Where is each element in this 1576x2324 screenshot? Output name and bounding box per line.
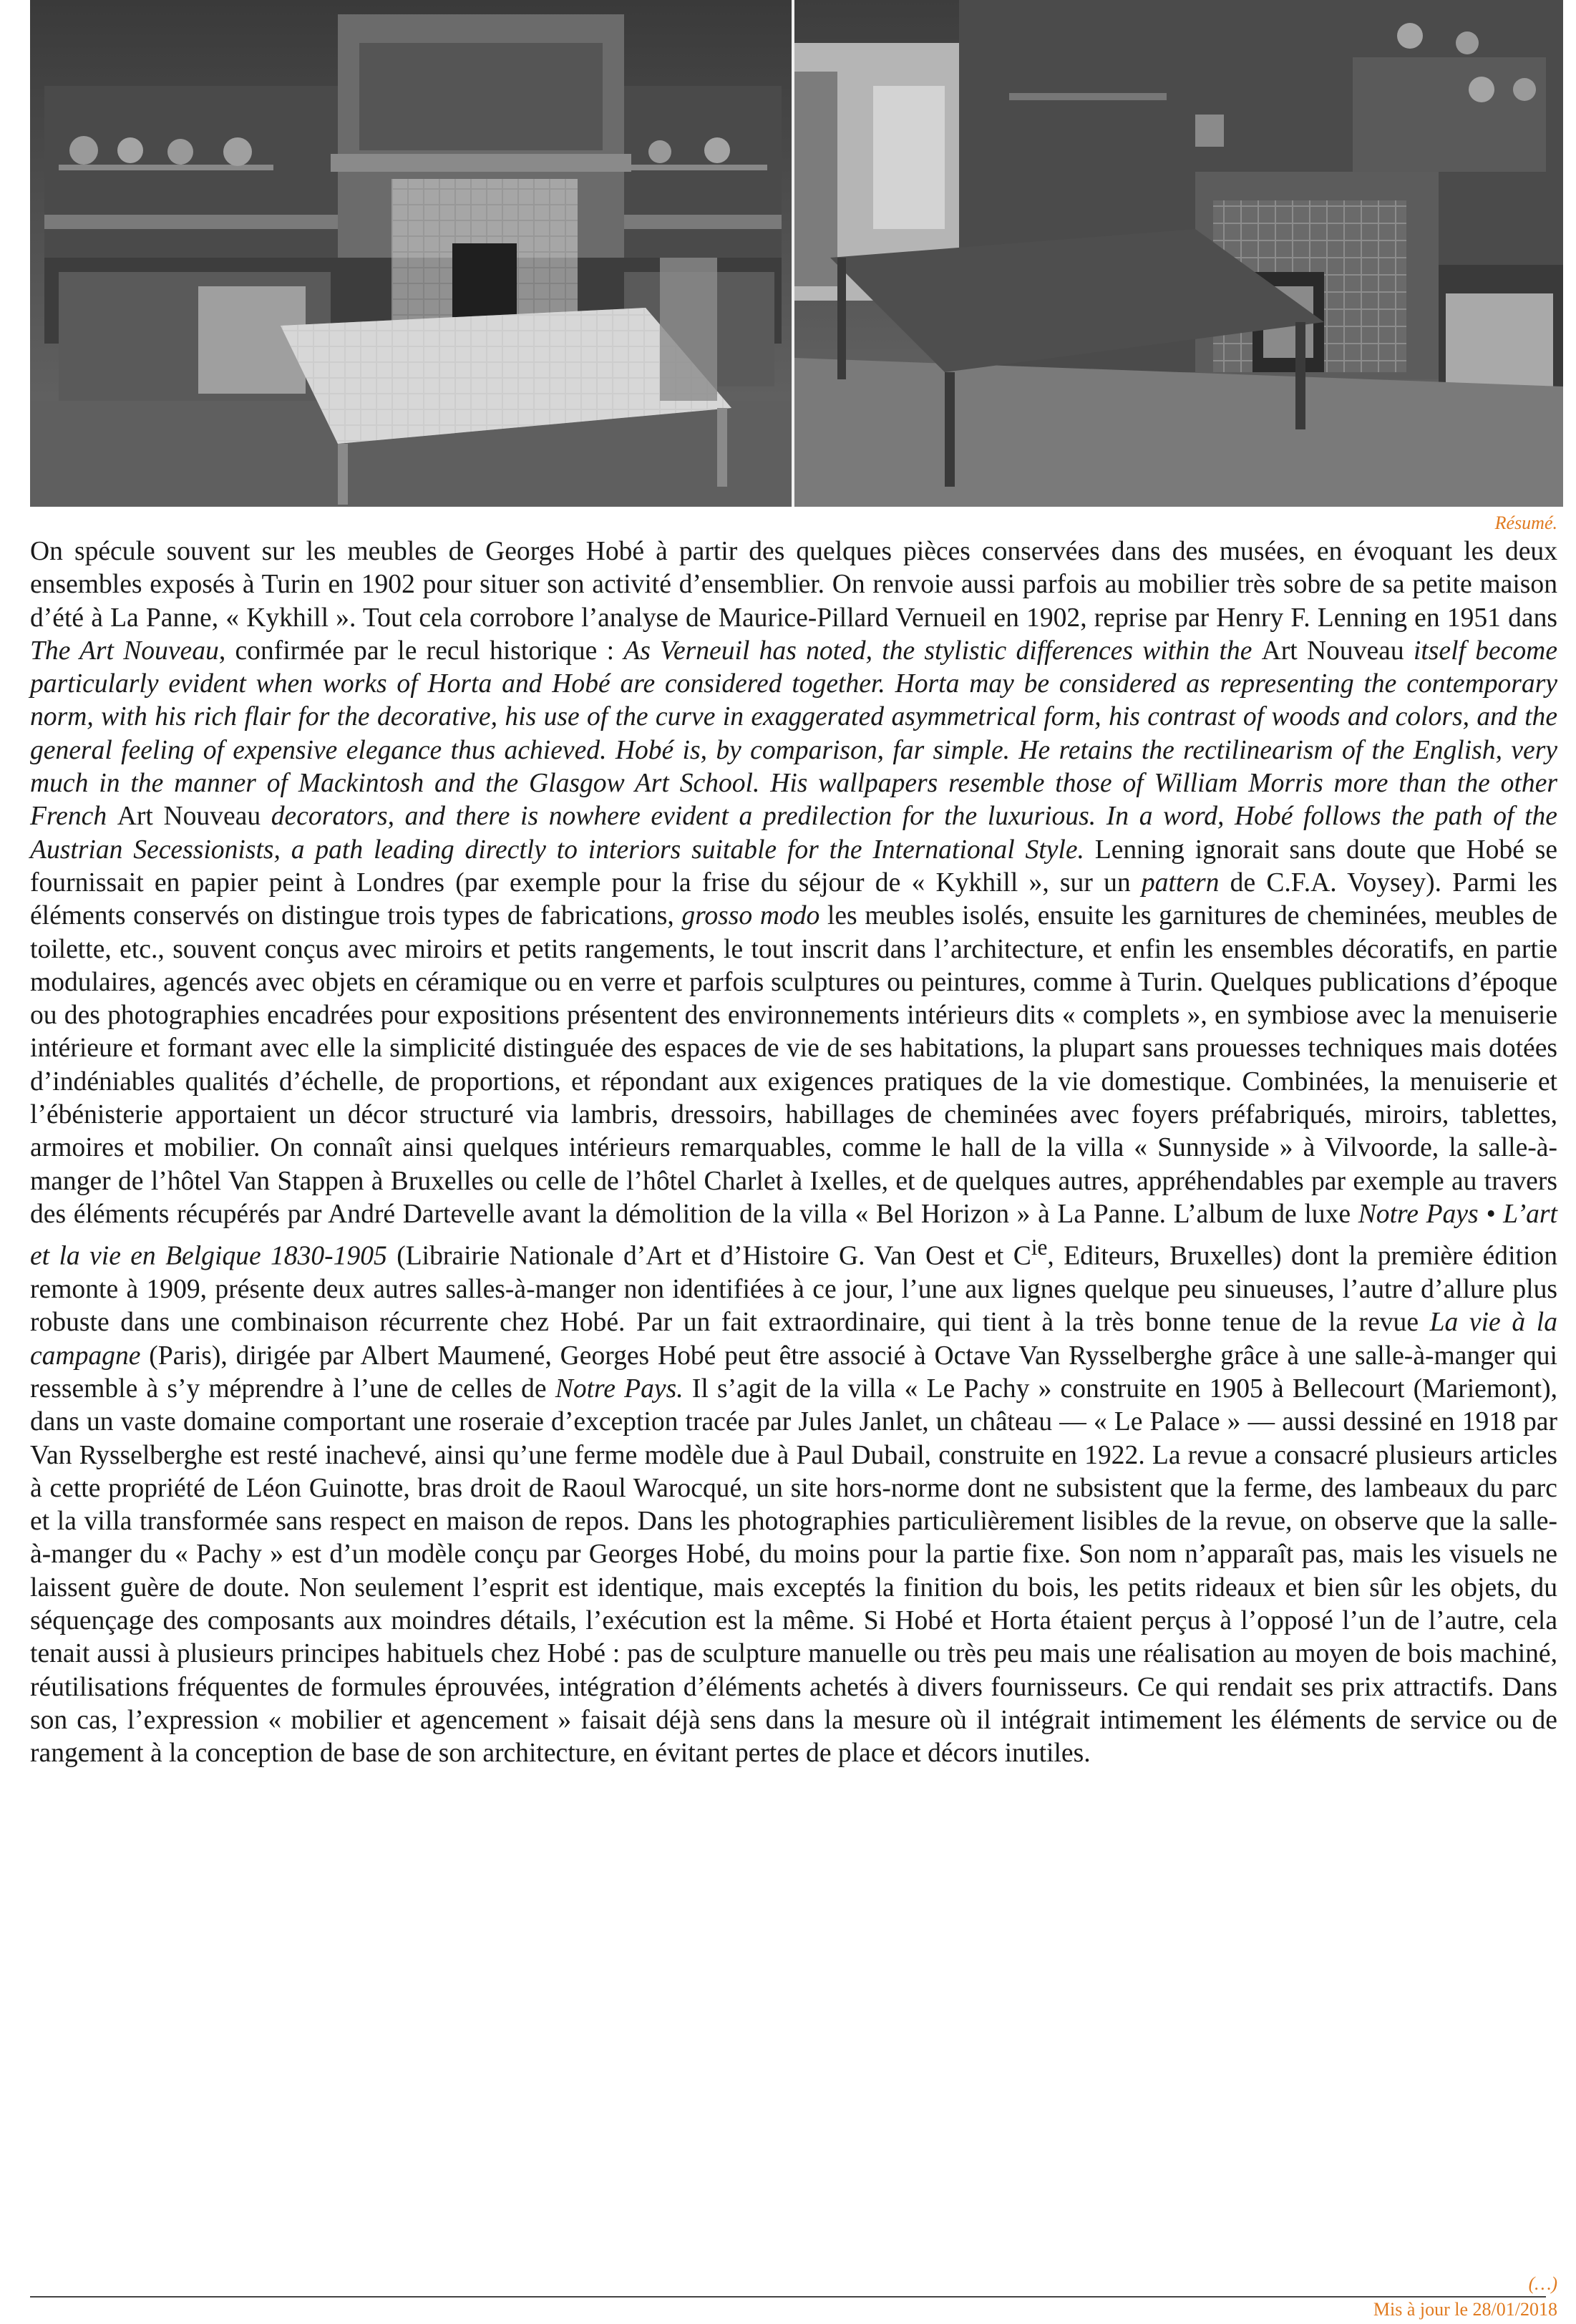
- text-run: de C.F.A. Voysey). Parmi les éléments conservés on distingue trois types de fabrications,: [30, 867, 1557, 931]
- quotation-run: As Verneuil has noted, the stylistic differences within the: [623, 636, 1262, 666]
- text-run: On spécule souvent sur les meubles de Georges Hobé à partir des quelques pièces conservées dans des musées, en évoquant les deux ensembles exposés à Turin en 1902 pour situer son activité d’ensemblier. On renvoie aussi parfois au mobilier très sobre de sa petite maison d’été à La Panne, « Kykhill ». Tout cela corrobore l’analyse de Maurice-Pillard Vernueil en 1902, reprise par Henry F. Lenning en 1951 dans: [30, 537, 1557, 633]
- text-run: Art Nouveau: [117, 802, 271, 832]
- footer-divider: [30, 2296, 1546, 2298]
- italic-run: grosso modo: [681, 901, 820, 931]
- text-run: , confirmée par le recul historique :: [218, 636, 624, 666]
- text-run: (Paris), dirigée par Albert Maumené, Georges Hobé peut être associé à Octave Van Rysselberghe grâce à une salle-à-manger qui ressemble à s’y méprendre à l’une de celles de: [30, 1341, 1557, 1404]
- text-run: les meubles isolés, ensuite les garnitures de cheminées, meubles de toilette, etc., souvent conçus avec miroirs et petits rangements, le tout inscrit dans l’architecture, et enfin les ensembles décoratifs, en partie modulaires, agencés avec objets en céramique ou en verre et parfois sculptures ou peintures, comme à Turin. Quelques publications d’époque ou des photographies encadrées pour expositions présentent des environnements intérieurs dits « complets », en symbiose avec la menuiserie intérieure et formant avec elle la simplicité distinguée des espaces de vie de ses habitations, la plupart sans prouesses techniques mais dotées d’indéniables qualités d’échelle, de proportions, et répondant aux exigences pratiques de la vie domestique. Combinées, la menuiserie et l’ébénisterie apportaient un décor structuré via lambris, dressoirs, habillages de cheminées avec foyers préfabriqués, miroirs, tablettes, armoires et mobilier. On connaît ainsi quelques intérieurs remarquables, comme le hall de la villa « Sunnyside » à Vilvoorde, la salle-à-manger de l’hôtel Van Stappen à Bruxelles ou celle de l’hôtel Charlet à Ixelles, et de quelques autres, appréhendables par exemple au travers des éléments récupérés par André Dartevelle avant la démolition de la villa « Bel Horizon » à La Panne. L’album de luxe: [30, 901, 1558, 1229]
- italic-run: Notre Pays.: [555, 1374, 684, 1404]
- italic-run: pattern: [1141, 867, 1220, 898]
- quotation-run: itself become particularly evident when works of Horta and Hobé are considered together. Horta may be considered as representing the contemporary norm, with his rich flair for the decorative, his use of the curve in exaggerated asymmetrical form, his contrast of woods and colors, and the general feeling of expensive elegance thus achieved. Hobé is, by comparison, far simple. He retains the rectilinearism of the English, very much in the manner of Mackintosh and the Glasgow Art School. His wallpapers resemble those of William Morris more than the other French: [30, 636, 1558, 832]
- quotation-run: decorators, and there is nowhere evident a predilection for the luxurious. In a word, Hobé follows the path of the Austrian Secessionists, a path leading directly to interiors suitable for the International Style.: [30, 802, 1557, 865]
- article-paragraph: [30, 535, 1557, 1771]
- article-body: [30, 535, 1557, 1771]
- text-run: Art Nouveau: [1261, 636, 1414, 666]
- photo-banner: [30, 0, 1563, 507]
- italic-run: La vie à la campagne: [30, 1308, 1557, 1371]
- italic-run: Notre Pays • L’art et la vie en Belgique 1830-1905: [30, 1199, 1557, 1271]
- resume-label: Résumé.: [1494, 512, 1557, 533]
- superscript-run: ie: [1031, 1235, 1048, 1260]
- text-run: (Librairie Nationale d’Art et d’Histoire G. Van Oest et C: [386, 1241, 1031, 1271]
- text-run: Lenning ignorait sans doute que Hobé se fournissait en papier peint à Londres (par exemple pour la frise du séjour de « Kykhill », sur un: [30, 835, 1557, 898]
- continuation-ellipsis: (…): [1528, 2273, 1557, 2294]
- dining-room-photo-left: [30, 0, 794, 507]
- text-run: Il s’agit de la villa « Le Pachy » construite en 1905 à Bellecourt (Mariemont), dans un vaste domaine comportant une roseraie d’exception tracée par Jules Janlet, un château — « Le Palace » — aussi dessiné en 1918 par Van Rysselberghe est resté inachevé, ainsi qu’une ferme modèle due à Paul Dubail, construite en 1922. La revue a consacré plusieurs articles à cette propriété de Léon Guinotte, bras droit de Raoul Warocqué, un site hors-norme dont ne subsistent que la ferme, des lambeaux du parc et la villa transformée sans respect en maison de repos. Dans les photographies particulièrement lisibles de la revue, on observe que la salle-à-manger du « Pachy » est d’un modèle conçu par Georges Hobé, du moins pour la partie fixe. Son nom n’apparaît pas, mais les visuels ne laissent guère de doute. Non seulement l’esprit est identique, mais exceptés la finition du bois, les petits rideaux et bien sûr les objets, du séquençage des composants aux moindres détails, l’exécution est la même. Si Hobé et Horta étaient perçus à l’opposé l’un de l’autre, cela tenait aussi à plusieurs principes habituels chez Hobé : pas de sculpture manuelle ou très peu mais une réalisation au moyen de bois machiné, réutilisations fréquentes de formules éprouvées, intégration d’éléments achetés à divers fournisseurs. Ce qui rendait ses prix attractifs. Dans son cas, l’expression « mobilier et agencement » faisait déjà sens dans la mesure où il intégrait intimement les éléments de service ou de rangement à la conception de base de son architecture, en évitant pertes de place et décors inutiles.: [30, 1374, 1557, 1769]
- text-run: , Editeurs, Bruxelles) dont la première édition remonte à 1909, présente deux autres salles-à-manger non identifiées à ce jour, l’une aux lignes quelque peu sinueuses, l’autre d’allure plus robuste dans une combinaison récurrente chez Hobé. Par un fait extraordinaire, qui tient à la très bonne tenue de la revue: [30, 1241, 1557, 1338]
- last-updated: Mis à jour le 28/01/2018: [1373, 2299, 1557, 2320]
- italic-run: The Art Nouveau: [30, 636, 219, 666]
- dining-room-photo-right: [794, 0, 1563, 507]
